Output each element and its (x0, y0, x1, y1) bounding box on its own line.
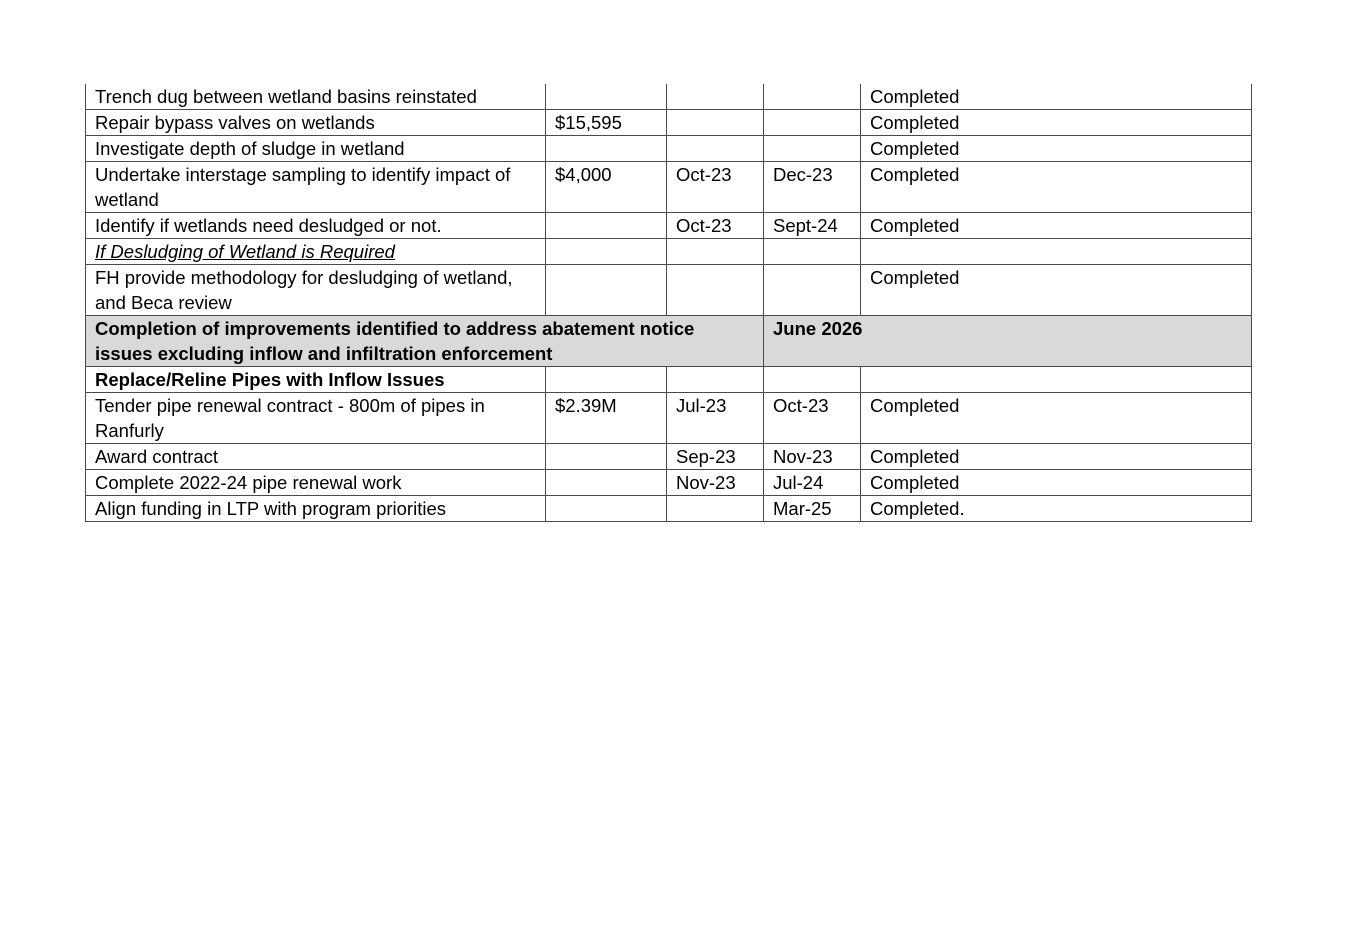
start-cell (667, 136, 764, 162)
start-cell (667, 110, 764, 136)
start-cell: Jul-23 (667, 393, 764, 444)
task-cell: Trench dug between wetland basins reinstated (86, 84, 546, 110)
start-cell: Oct-23 (667, 213, 764, 239)
task-cell (86, 239, 546, 265)
status-cell: Completed (861, 265, 1252, 316)
task-cell: Investigate depth of sludge in wetland (86, 136, 546, 162)
task-cell: Align funding in LTP with program priorities (86, 496, 546, 522)
cost-cell: $15,595 (546, 110, 667, 136)
table-row (86, 213, 1252, 239)
task-cell: Repair bypass valves on wetlands (86, 110, 546, 136)
status-cell: Completed (861, 84, 1252, 110)
end-cell (764, 367, 861, 393)
table-row (86, 84, 1252, 110)
start-cell (667, 239, 764, 265)
cost-cell (546, 444, 667, 470)
start-cell: Nov-23 (667, 470, 764, 496)
subheading-text: If Desludging of Wetland is Required (95, 241, 395, 262)
status-cell: Completed (861, 393, 1252, 444)
task-cell: Tender pipe renewal contract - 800m of pipes in Ranfurly (86, 393, 546, 444)
status-cell: Completed (861, 213, 1252, 239)
start-cell (667, 367, 764, 393)
end-cell: Oct-23 (764, 393, 861, 444)
end-cell: Jul-24 (764, 470, 861, 496)
start-cell (667, 496, 764, 522)
cost-cell: $2.39M (546, 393, 667, 444)
status-cell: Completed (861, 444, 1252, 470)
start-cell: Sep-23 (667, 444, 764, 470)
cost-cell (546, 136, 667, 162)
cost-cell (546, 470, 667, 496)
cost-cell: $4,000 (546, 162, 667, 213)
end-cell (764, 84, 861, 110)
end-cell (764, 265, 861, 316)
task-cell: FH provide methodology for desludging of wetland, and Beca review (86, 265, 546, 316)
table-row (86, 265, 1252, 316)
table-row (86, 367, 1252, 393)
table-row (86, 444, 1252, 470)
milestone-row (86, 316, 1252, 367)
status-cell: Completed. (861, 496, 1252, 522)
task-cell: Identify if wetlands need desludged or not. (86, 213, 546, 239)
table-row (86, 136, 1252, 162)
status-cell: Completed (861, 162, 1252, 213)
status-cell: Completed (861, 110, 1252, 136)
start-cell (667, 265, 764, 316)
task-cell: Undertake interstage sampling to identify impact of wetland (86, 162, 546, 213)
end-cell: Sept-24 (764, 213, 861, 239)
status-cell: Completed (861, 136, 1252, 162)
end-cell: Mar-25 (764, 496, 861, 522)
cost-cell (546, 84, 667, 110)
cost-cell (546, 367, 667, 393)
table-row (86, 110, 1252, 136)
status-cell (861, 239, 1252, 265)
table-row (86, 393, 1252, 444)
table-row (86, 470, 1252, 496)
task-cell: Award contract (86, 444, 546, 470)
task-cell: Complete 2022-24 pipe renewal work (86, 470, 546, 496)
status-cell: Completed (861, 470, 1252, 496)
cost-cell (546, 239, 667, 265)
table-row (86, 239, 1252, 265)
cost-cell (546, 213, 667, 239)
end-cell: Nov-23 (764, 444, 861, 470)
end-cell (764, 110, 861, 136)
milestone-date-cell: June 2026 (764, 316, 1252, 367)
start-cell (667, 84, 764, 110)
table-row (86, 496, 1252, 522)
end-cell: Dec-23 (764, 162, 861, 213)
end-cell (764, 239, 861, 265)
section-heading-cell: Replace/Reline Pipes with Inflow Issues (86, 367, 546, 393)
status-cell (861, 367, 1252, 393)
start-cell: Oct-23 (667, 162, 764, 213)
milestone-cell: Completion of improvements identified to address abatement notice issues excluding inflow and infiltration enforcement (86, 316, 764, 367)
cost-cell (546, 265, 667, 316)
cost-cell (546, 496, 667, 522)
action-table (85, 84, 1252, 522)
end-cell (764, 136, 861, 162)
table-row (86, 162, 1252, 213)
